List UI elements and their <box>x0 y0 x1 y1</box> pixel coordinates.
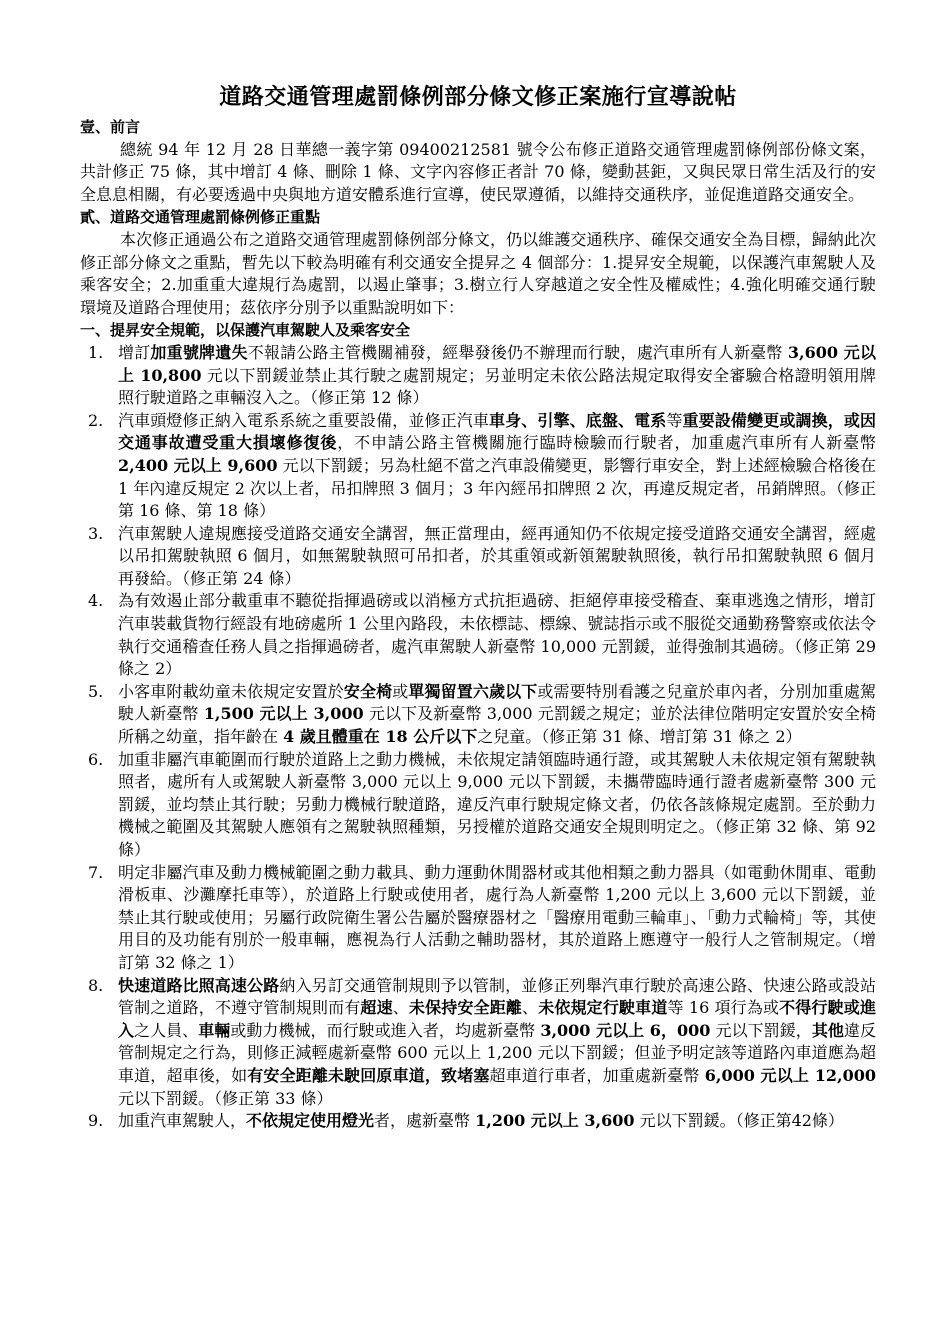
item-text: 加重汽車駕駛人， <box>118 1111 247 1131</box>
emphasized-text: 車輛 <box>198 1020 231 1040</box>
item-text: 超車道行車者，加重處新臺幣 <box>489 1065 705 1085</box>
amendment-item-list <box>80 342 876 1133</box>
item-text: 等 16 項行為或 <box>667 998 780 1018</box>
item-text: 加重非屬汽車範圍而行駛於道路上之動力機械，未依規定請領臨時通行證，或其駕駛人未依規定領有駕駛執照者，處所有人或駕駛人新臺幣 3,000 元以上 9,000 元以下罰鍰，未攜帶臨時通行證者處新臺幣 300 元罰鍰，並均禁止其行駛；另動力機械行駛道路，違反汽車行駛規定條文者，仍依各該條規定處罰。至於動力機械之範圍及其駕駛人應領有之駕駛執照種類，另授權於道路交通安全規則明定之。（修正第 32 條、第 92 條） <box>118 749 876 859</box>
item-text: 元以下及新臺幣 3,000 元罰鍰之規定；並於法律位階明定安置於安全椅所稱之幼童，指年齡在 <box>118 704 876 747</box>
list-item-number: 1. <box>88 342 104 362</box>
item-text: 汽車駕駛人違規應接受道路交通安全講習，無正當理由，經再通知仍不依規定接受道路交通安全講習，經處以吊扣駕駛執照 6 個月，如無駕駛執照可吊扣者，於其重領或新領駕駛執照後，執行吊扣駕駛執照 6 個月再發給。（修正第 24 條） <box>118 523 876 588</box>
item-text: 者，處新臺幣 <box>374 1111 476 1131</box>
section-heading-preface: 壹、前言 <box>80 118 141 136</box>
item-text: 或 <box>392 681 409 701</box>
item-text: 納入另訂交通管制規則予以管制，並修正列舉汽車行駛於高速公路、快速公路或設站管制之道路，不遵守管制規則而有 <box>118 975 876 1018</box>
emphasized-text: 2,400 元以上 9,600 <box>118 455 278 475</box>
list-item-number: 8. <box>88 975 104 995</box>
list-item <box>80 342 876 410</box>
item-text: 等 <box>666 410 683 430</box>
emphasized-text: 車身、引擎、底盤、電系 <box>488 410 667 430</box>
list-item-number: 7. <box>88 862 104 882</box>
list-item <box>80 862 876 975</box>
list-item-number: 5. <box>88 681 104 701</box>
list-item-number: 6. <box>88 749 104 769</box>
item-text: 元以下罰鍰；另為杜絕不當之汽車設備變更，影響行車安全，對上述經檢驗合格後在 1 年內違反規定 2 次以上者，吊扣牌照 3 個月；3 年內經吊扣牌照 2 次，再違反規定者，吊銷牌照。（修正第 16 條、第 18 條） <box>118 455 876 521</box>
emphasized-text: 未依規定行駛車道 <box>538 998 668 1018</box>
emphasized-text: 單獨留置六歲以下 <box>408 681 538 701</box>
emphasized-text: 1,200 元以上 3,600 <box>475 1111 635 1131</box>
list-item-number: 9. <box>88 1111 104 1131</box>
document-page <box>80 82 876 1133</box>
item-text: 之人員、 <box>134 1020 199 1040</box>
emphasized-text: 1,500 元以上 3,000 <box>203 704 364 724</box>
item-text: 汽車頭燈修正納入電系系統之重要設備，並修正汽車 <box>118 410 489 430</box>
emphasized-text: 有安全距離未駛回原車道，致堵塞 <box>247 1065 490 1085</box>
emphasized-text: 6,000 元以上 12,000 <box>704 1065 876 1085</box>
emphasized-text: 未保持安全距離 <box>408 998 523 1018</box>
item-text: 之兒童。（修正第 31 條、增訂第 31 條之 2） <box>477 727 802 747</box>
list-item <box>80 749 876 862</box>
item-text: 為有效遏止部分載重車不聽從指揮過磅或以消極方式抗拒過磅、拒絕停車接受稽查、棄車逃逸之情形，增訂汽車裝載貨物行經設有地磅處所 1 公里內路段，未依標誌、標線、號誌指示或不服從交通勤務警察或依法令執行交通稽查任務人員之指揮過磅者，處汽車駕駛人新臺幣 10,000 元罰鍰，並得強制其過磅。（修正第 29 條之 2） <box>118 591 876 679</box>
emphasized-text: 不得行駛或進入 <box>118 998 876 1040</box>
document-title: 道路交通管理處罰條例部分條文修正案施行宣導說帖 <box>219 85 737 110</box>
list-item-number: 3. <box>88 523 104 543</box>
item-text: 違反管制規定之行為，則修正減輕處新臺幣 600 元以上 1,200 元以下罰鍰；但並予明定該等道路內車道應為超車道，超車後，如 <box>118 1020 876 1085</box>
emphasized-text: 3,600 元以上 10,800 <box>118 342 876 385</box>
item-text: 、 <box>522 998 539 1018</box>
emphasized-text: 其他 <box>811 1020 844 1040</box>
item-text: 或需要特別看護之兒童於車內者，分別加重處駕駛人新臺幣 <box>118 681 876 724</box>
item-text: 增訂 <box>118 342 151 362</box>
emphasized-text: 重要設備變更或調換，或因交通事故遭受重大損壞修復後 <box>118 410 876 453</box>
list-item-number: 2. <box>88 410 104 430</box>
item-text: 元以下罰鍰。（修正第 33 條） <box>118 1088 333 1108</box>
list-item <box>80 681 876 749</box>
emphasized-text: 超速 <box>360 998 393 1018</box>
item-text: 小客車附載幼童未依規定安置於 <box>118 681 344 701</box>
preface-paragraph: 總統 94 年 12 月 28 日華總一義字第 09400212581 號令公布修正道路交通管理處罰條例部份條文案，共計修正 75 條，其中增訂 4 條、刪除 1 條、文字內容修正者計 70 條，變動甚鉅，又與民眾日常生活及行的安全息息相關，有必要透過中央與地方道安體系進行宣導，使民眾遵循，以維持交通秩序，並促進道路交通安全。 <box>80 139 876 204</box>
list-item <box>80 590 876 680</box>
item-text: 、 <box>392 998 409 1018</box>
emphasized-text: 4 歲且體重在 18 公斤以下 <box>283 727 478 747</box>
subsection-heading-safety: 一、提昇安全規範，以保護汽車駕駛人及乘客安全 <box>80 321 411 340</box>
emphasized-text: 安全椅 <box>343 681 393 701</box>
item-text: 不報請公路主管機關補發，經舉發後仍不辦理而行駛，處汽車所有人新臺幣 <box>247 342 788 362</box>
item-text: 明定非屬汽車及動力機械範圍之動力載具、動力運動休閒器材或其他相類之動力器具（如電動休閒車、電動滑板車、沙灘摩托車等），於道路上行駛或使用者，處行為人新臺幣 1,200 元以上 3,600 元以下罰鍰，並禁止其行駛或使用；另屬行政院衛生署公告屬於醫療器材之「醫療用電動三輪車」、「動力式輪椅」等，其使用目的及功能有別於一般車輛，應視為行人活動之輔助器材，其於道路上應遵守一般行人之管制規定。（增訂第 32 條之 1） <box>118 862 876 972</box>
emphasized-text: 快速道路比照高速公路 <box>118 975 280 995</box>
item-text: 元以下罰鍰， <box>710 1020 812 1040</box>
item-text: 或動力機械，而行駛或進入者，均處新臺幣 <box>230 1020 541 1040</box>
amendment-points-paragraph: 本次修正通過公布之道路交通管理處罰條例部分條文，仍以維護交通秩序、確保交通安全為目標，歸納此次修正部分條文之重點，暫先以下較為明確有利交通安全提昇之 4 個部分：1.提昇安全規範，以保護汽車駕駛人及乘客安全；2.加重重大違規行為處罰，以遏止肇事；3.樹立行人穿越道之安全性及權威性；4.強化明確交通行駛環境及道路合理使用；茲依序分別予以重點說明如下： <box>80 229 876 317</box>
emphasized-text: 加重號牌遺失 <box>150 342 248 362</box>
list-item <box>80 1110 876 1133</box>
list-item-number: 4. <box>88 591 104 611</box>
item-text: ，不申請公路主管機關施行臨時檢驗而行駛者，加重處汽車所有人新臺幣 <box>337 433 876 453</box>
emphasized-text: 3,000 元以上 6，000 <box>540 1020 711 1040</box>
item-text: 元以下罰鍰並禁止其行駛之處罰規定；另並明定未依公路法規定取得安全審驗合格證明領用牌照行駛道路之車輛沒入之。（修正第 12 條） <box>118 365 876 408</box>
list-item <box>80 410 876 523</box>
emphasized-text: 不依規定使用燈光 <box>246 1111 375 1131</box>
item-text: 元以下罰鍰。（修正第42條） <box>634 1111 844 1131</box>
list-item <box>80 975 876 1111</box>
list-item <box>80 523 876 591</box>
section-heading-amendment-points: 貳、道路交通管理處罰條例修正重點 <box>80 208 321 227</box>
